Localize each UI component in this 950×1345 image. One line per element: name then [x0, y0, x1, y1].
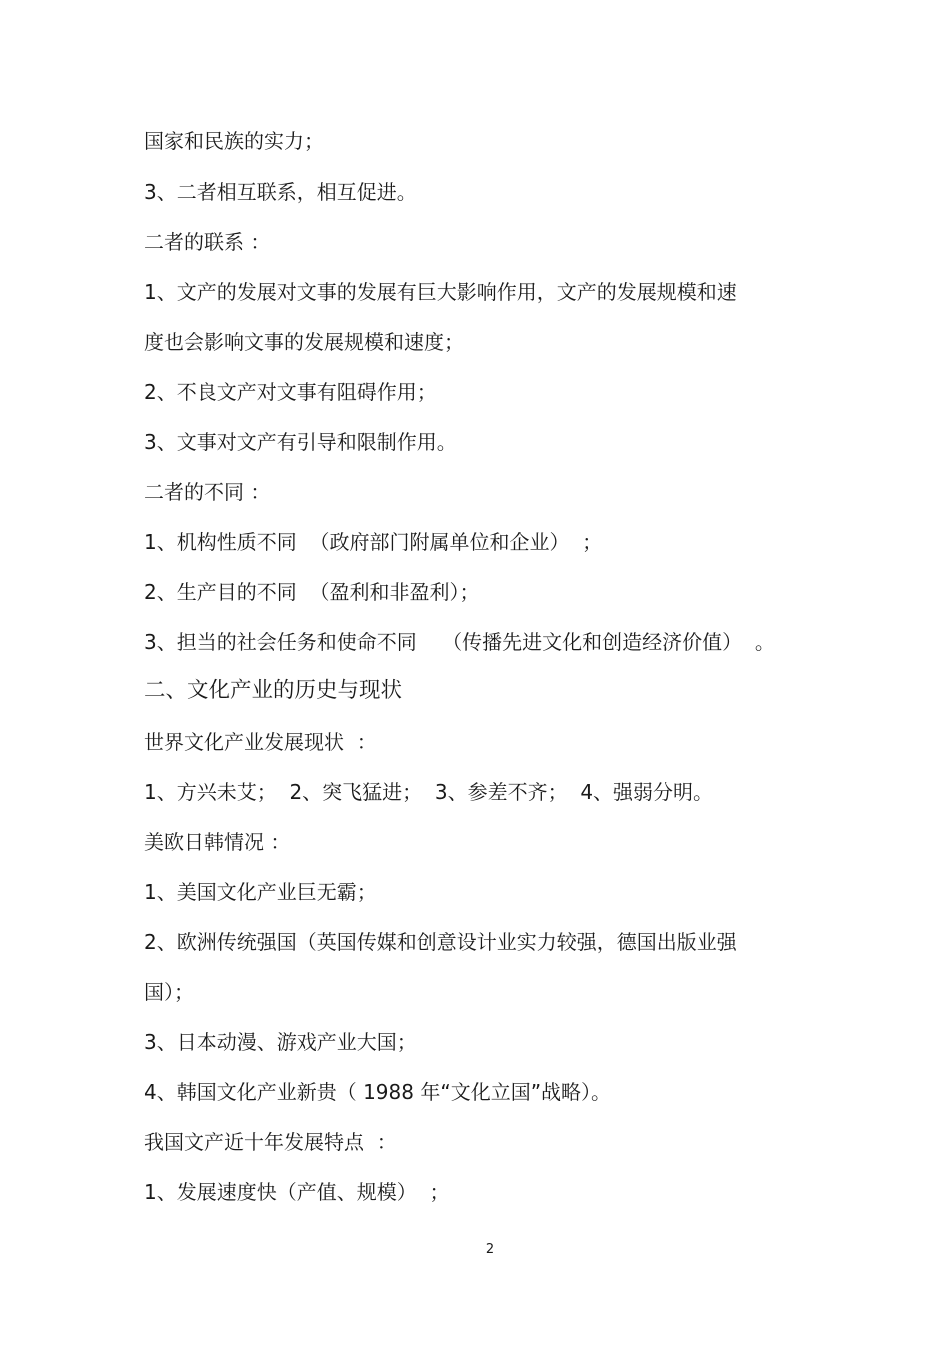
text-line: 3、日本动漫、游戏产业大国；	[144, 1030, 417, 1054]
text-line: 1、机构性质不同 （政府部门附属单位和企业） ；	[144, 530, 603, 554]
text-line: 1、发展速度快（产值、规模） ；	[144, 1180, 450, 1204]
text-line: 国家和民族的实力；	[144, 129, 324, 153]
text-line: 1、方兴未艾； 2、突飞猛进； 3、参差不齐； 4、强弱分明。	[144, 780, 714, 804]
text-line: 度也会影响文事的发展规模和速度；	[144, 330, 464, 354]
section-heading: 二、文化产业的历史与现状	[144, 678, 403, 703]
text-line: 4、韩国文化产业新贵（ 1988 年“文化立国”战略）。	[144, 1080, 612, 1104]
text-line: 2、不良文产对文事有阻碍作用；	[144, 380, 437, 404]
subheading: 美欧日韩情况 ：	[144, 830, 291, 854]
text-line: 1、美国文化产业巨无霸；	[144, 880, 377, 904]
page-number: 2	[485, 1242, 495, 1257]
subheading: 我国文产近十年发展特点 ：	[144, 1130, 397, 1154]
text-line: 3、文事对文产有引导和限制作用。	[144, 430, 457, 454]
subheading: 世界文化产业发展现状 ：	[144, 730, 377, 754]
text-line: 2、欧洲传统强国（英国传媒和创意设计业实力较强，德国出版业强	[144, 930, 737, 954]
subheading: 二者的联系 ：	[144, 230, 271, 254]
text-line: 1、文产的发展对文事的发展有巨大影响作用，文产的发展规模和速	[144, 280, 737, 304]
text-line: 国）；	[144, 980, 194, 1004]
text-line: 3、担当的社会任务和使命不同 （传播先进文化和创造经济价值） 。	[144, 630, 775, 654]
text-line: 3、二者相互联系，相互促进。	[144, 180, 417, 204]
subheading: 二者的不同 ：	[144, 480, 271, 504]
text-line: 2、生产目的不同 （盈利和非盈利）；	[144, 580, 480, 604]
